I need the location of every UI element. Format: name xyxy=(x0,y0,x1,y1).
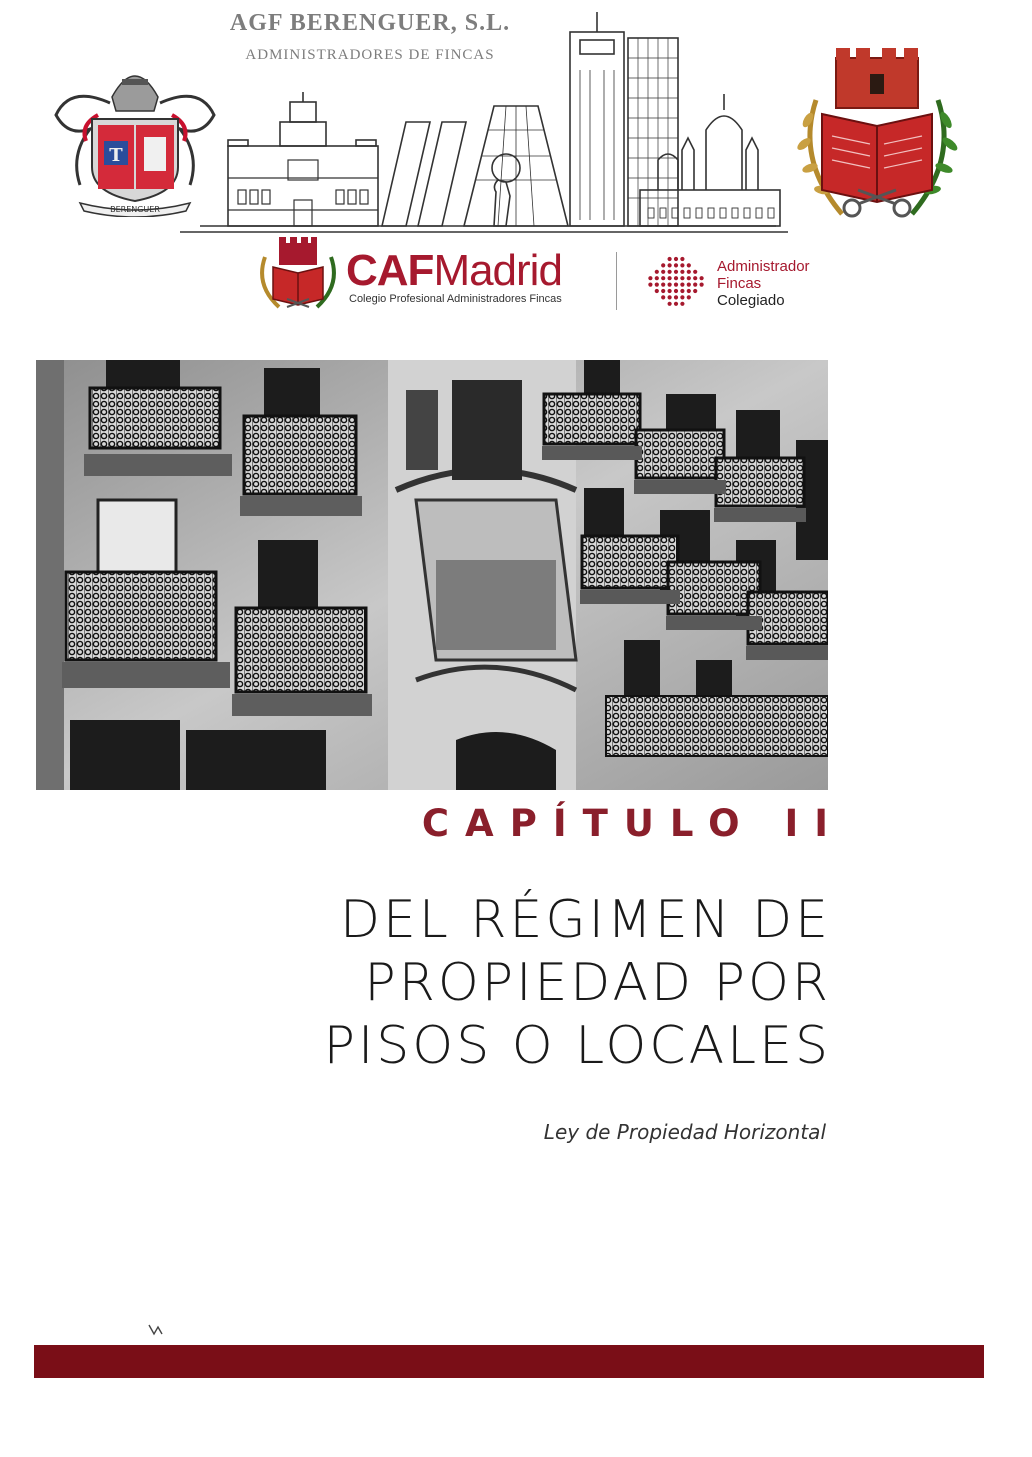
dot-grid-dot xyxy=(674,257,678,261)
dot-grid-dot xyxy=(680,270,684,274)
caf-castle-emblem-icon xyxy=(255,235,341,315)
caf-subtitle: Colegio Profesional Administradores Fincas xyxy=(349,293,562,305)
dot-grid-dot xyxy=(668,270,672,274)
dot-grid-dot xyxy=(668,276,672,280)
dot-grid-dot xyxy=(661,276,665,280)
dot-grid-dot xyxy=(687,270,691,274)
dot-grid-dot xyxy=(661,270,665,274)
dot-grid-dot xyxy=(680,257,684,261)
dot-grid-dot xyxy=(668,289,672,293)
caf-madrid-wordmark xyxy=(346,248,562,294)
dot-grid-dot xyxy=(648,276,652,280)
company-name: AGF BERENGUER, S.L. xyxy=(229,10,511,36)
dot-grid-dot xyxy=(668,263,672,267)
dot-grid-dot xyxy=(668,302,672,306)
svg-text:T: T xyxy=(109,145,123,166)
dot-grid-dot xyxy=(655,276,659,280)
dot-grid-dot xyxy=(661,289,665,293)
dot-grid-dot xyxy=(687,276,691,280)
caf-wordmark-caf: CAF xyxy=(346,246,434,295)
dot-grid-dot xyxy=(693,289,697,293)
dot-grid-dot xyxy=(674,263,678,267)
law-name: Ley de Propiedad Horizontal xyxy=(543,1120,826,1144)
dot-grid-dot xyxy=(674,283,678,287)
footer-band xyxy=(34,1345,984,1378)
chapter-title-line-1: DEL RÉGIMEN DE xyxy=(339,890,831,950)
dot-grid-dot xyxy=(687,289,691,293)
dot-grid-dot xyxy=(687,263,691,267)
dot-grid-dot xyxy=(674,295,678,299)
caf-wordmark-madrid: Madrid xyxy=(433,246,562,295)
dot-grid-dot xyxy=(693,276,697,280)
dot-grid-dot xyxy=(674,289,678,293)
crest-ribbon-text: BERENGUER xyxy=(110,205,160,214)
dot-grid-dot xyxy=(693,283,697,287)
caf-divider xyxy=(616,252,617,310)
dot-grid-dot xyxy=(648,283,652,287)
dot-grid-dot xyxy=(700,276,704,280)
dot-grid-dot xyxy=(674,276,678,280)
family-coat-of-arms-icon xyxy=(50,45,220,217)
dot-grid-dot xyxy=(655,289,659,293)
dot-grid-dot xyxy=(680,276,684,280)
castle-book-laurel-emblem-icon xyxy=(792,40,962,230)
dot-grid-dot xyxy=(661,283,665,287)
dot-grid-dot xyxy=(680,302,684,306)
dot-grid-dot xyxy=(687,283,691,287)
chapter-title-line-2: PROPIEDAD POR xyxy=(364,953,831,1013)
dot-grid-dot xyxy=(674,270,678,274)
chapter-label: CAPÍTULO II xyxy=(421,802,844,845)
dot-grid-dot xyxy=(668,295,672,299)
dot-grid-dot xyxy=(680,283,684,287)
dot-grid-dot xyxy=(693,270,697,274)
dot-grid-dot xyxy=(700,283,704,287)
dot-grid-dot xyxy=(668,257,672,261)
scan-artifact-mark xyxy=(146,1322,166,1338)
madrid-skyline-illustration xyxy=(176,10,792,240)
badge-administrador: Administrador xyxy=(717,258,810,275)
dot-grid-dot xyxy=(655,270,659,274)
dot-grid-dot xyxy=(680,295,684,299)
dot-grid-dot xyxy=(680,263,684,267)
dot-grid-dot xyxy=(661,263,665,267)
red-dot-grid-icon xyxy=(645,255,707,309)
dot-grid-dot xyxy=(680,289,684,293)
building-facade-photo xyxy=(36,360,828,790)
dot-grid-dot xyxy=(655,283,659,287)
company-subtitle: ADMINISTRADORES DE FINCAS xyxy=(245,47,495,63)
dot-grid-dot xyxy=(687,295,691,299)
badge-colegiado: Colegiado xyxy=(717,292,785,309)
dot-grid-dot xyxy=(674,302,678,306)
chapter-title-line-3: PISOS O LOCALES xyxy=(323,1016,831,1076)
dot-grid-dot xyxy=(668,283,672,287)
badge-fincas: Fincas xyxy=(717,275,762,292)
dot-grid-dot xyxy=(661,295,665,299)
